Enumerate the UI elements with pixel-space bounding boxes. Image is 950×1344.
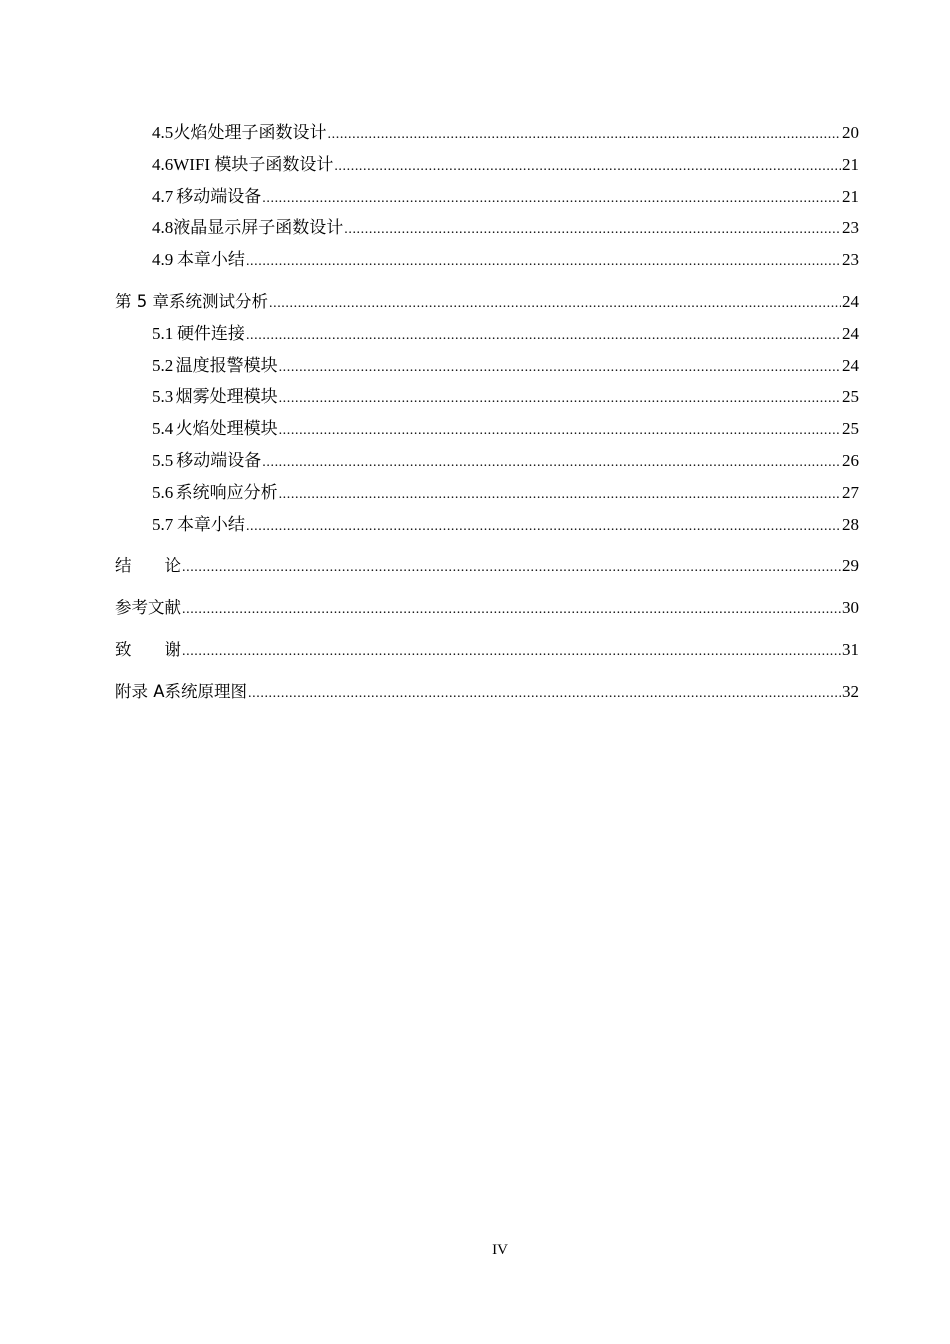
toc-entry-acknowledgements[interactable] xyxy=(115,634,859,666)
toc-entry-page: 24 xyxy=(842,291,859,311)
toc-entry-title: 硬件连接 xyxy=(176,323,245,343)
toc-entry-page: 23 xyxy=(842,250,859,270)
toc-entry-number: 附录 A xyxy=(115,681,165,701)
toc-entry-page: 24 xyxy=(842,355,859,375)
toc-entry-page: 20 xyxy=(842,123,859,142)
toc-entry-references[interactable] xyxy=(115,592,859,624)
toc-entry-title: 本章小结 xyxy=(176,514,245,534)
toc-entry-page: 29 xyxy=(842,556,859,576)
dot-leader xyxy=(248,678,841,710)
dot-leader xyxy=(246,320,841,352)
dot-leader xyxy=(262,447,841,479)
toc-entry-title: 液晶显示屏子函数设计 xyxy=(173,218,344,238)
dot-leader xyxy=(269,288,841,320)
dot-leader xyxy=(334,151,841,183)
toc-entry-number: 5.3 xyxy=(152,387,174,407)
toc-entry-page: 32 xyxy=(842,681,859,701)
toc-entry-title: 本章小结 xyxy=(176,250,245,270)
dot-leader xyxy=(344,214,841,246)
toc-entry-page: 31 xyxy=(842,639,859,659)
toc-entry-number: 5.5 xyxy=(152,450,174,470)
toc-entry-title: 系统原理图 xyxy=(164,681,248,701)
toc-entry-page: 26 xyxy=(842,450,859,470)
dot-leader xyxy=(328,119,841,151)
toc-entry-number: 5.6 xyxy=(152,482,174,502)
toc-entry-page: 21 xyxy=(842,186,859,206)
toc-entry-5-6[interactable] xyxy=(115,477,859,509)
toc-entry-4-9[interactable] xyxy=(115,244,859,276)
toc-entry-title: 参考文献 xyxy=(115,598,181,618)
toc-entry-4-6[interactable] xyxy=(115,149,859,181)
toc-entry-page: 30 xyxy=(842,598,859,618)
toc-entry-number: 4.9 xyxy=(152,250,174,270)
toc-entry-4-7[interactable] xyxy=(115,181,859,213)
toc-entry-page: 28 xyxy=(842,514,859,534)
dot-leader xyxy=(246,246,841,278)
toc-entry-title: 移动端设备 xyxy=(176,450,262,470)
toc-entry-number: 4.7 xyxy=(152,186,174,206)
toc-entry-title: 火焰处理子函数设计 xyxy=(173,123,327,142)
toc-entry-conclusion[interactable] xyxy=(115,550,859,582)
toc-entry-5-2[interactable] xyxy=(115,350,859,382)
toc-entry-4-8[interactable] xyxy=(115,212,859,244)
toc-entry-5-7[interactable] xyxy=(115,509,859,541)
page-number-footer: IV xyxy=(492,1242,508,1258)
toc-entry-number: 4.6 xyxy=(152,154,174,174)
toc-entry-title: 火焰处理模块 xyxy=(175,419,278,439)
toc-entry-title: WIFI 模块子函数设计 xyxy=(173,154,334,174)
dot-leader xyxy=(182,552,841,584)
toc-entry-page: 21 xyxy=(842,154,859,174)
toc-entry-number: 4.5 xyxy=(152,123,174,142)
dot-leader xyxy=(246,511,841,543)
toc-entry-page: 23 xyxy=(842,218,859,238)
toc-entry-title: 系统响应分析 xyxy=(175,482,278,502)
toc-entry-chapter-5[interactable] xyxy=(115,286,859,318)
toc-entry-title: 温度报警模块 xyxy=(175,355,278,375)
dot-leader xyxy=(182,636,841,668)
toc-entry-appendix-a[interactable] xyxy=(115,676,859,708)
toc-entry-title: 系统测试分析 xyxy=(169,291,268,311)
toc-entry-4-5[interactable] xyxy=(115,117,859,149)
toc-entry-number: 5.4 xyxy=(152,419,174,439)
dot-leader xyxy=(262,183,841,215)
table-of-contents xyxy=(115,117,859,708)
toc-entry-5-3[interactable] xyxy=(115,381,859,413)
dot-leader xyxy=(279,352,841,384)
toc-entry-number: 5.7 xyxy=(152,514,174,534)
toc-entry-5-4[interactable] xyxy=(115,413,859,445)
toc-entry-title: 烟雾处理模块 xyxy=(175,387,278,407)
toc-entry-title: 结 论 xyxy=(115,556,181,576)
toc-entry-number: 5.1 xyxy=(152,323,174,343)
dot-leader xyxy=(279,415,841,447)
toc-entry-number: 第 5 章 xyxy=(115,291,169,311)
toc-entry-5-5[interactable] xyxy=(115,445,859,477)
toc-entry-5-1[interactable] xyxy=(115,318,859,350)
toc-entry-page: 25 xyxy=(842,419,859,439)
toc-entry-title: 移动端设备 xyxy=(176,186,262,206)
toc-entry-number: 5.2 xyxy=(152,355,174,375)
dot-leader xyxy=(182,594,841,626)
toc-entry-page: 27 xyxy=(842,482,859,502)
toc-entry-number: 4.8 xyxy=(152,218,174,238)
toc-entry-page: 25 xyxy=(842,387,859,407)
toc-entry-title: 致 谢 xyxy=(115,639,181,659)
toc-entry-page: 24 xyxy=(842,323,859,343)
dot-leader xyxy=(279,383,841,415)
dot-leader xyxy=(279,479,841,511)
